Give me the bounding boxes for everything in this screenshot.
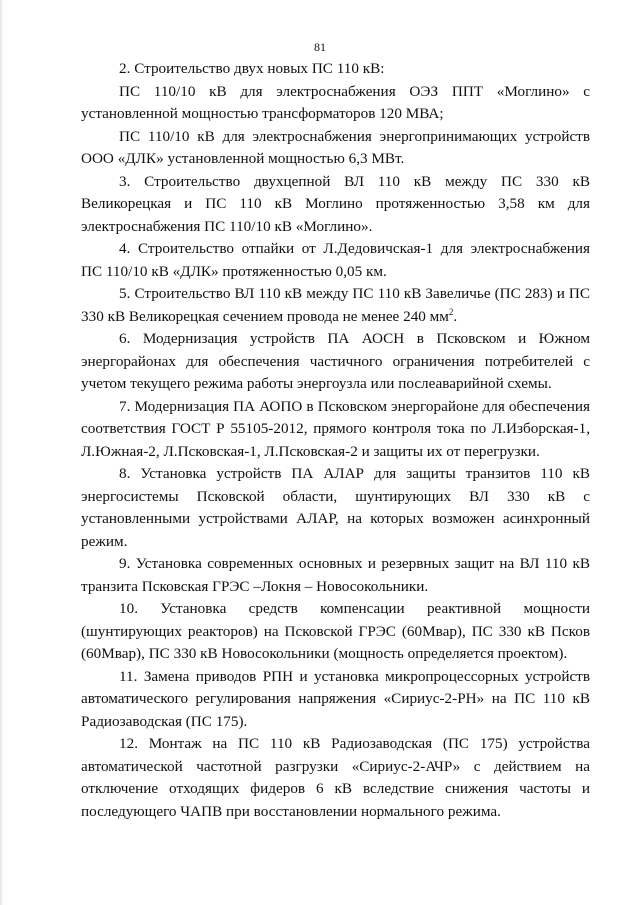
paragraph-item-2: 2. Строительство двух новых ПС 110 кВ: xyxy=(119,60,385,77)
paragraph-item-5-text: 5. Строительство ВЛ 110 кВ между ПС 110 кВ Завеличье (ПС 283) и ПС 330 кВ Великорецкая сечением провода не менее 240 мм xyxy=(81,285,590,325)
paragraph-item-5 xyxy=(81,283,590,328)
paragraph-item-4: 4. Строительство отпайки от Л.Дедовичская-1 для электроснабжения ПС 110/10 кВ «ДЛК» протяженностью 0,05 км. xyxy=(81,240,590,280)
paragraph-item-8: 8. Установка устройств ПА АЛАР для защиты транзитов 110 кВ энергосистемы Псковской области, шунтирующих ВЛ 330 кВ с установленными устройствами АЛАР, на которых возможен асинхронный режим. xyxy=(81,465,590,550)
paragraph-item-6: 6. Модернизация устройств ПА АОСН в Псковском и Южном энергорайонах для обеспечения частичного ограничения потребителей с учетом текущего режима работы энергоузла или послеаварийной схемы. xyxy=(81,330,590,392)
paragraph-item-2-substation-moglino: ПС 110/10 кВ для электроснабжения ОЭЗ ППТ «Моглино» с установленной мощностью трансформаторов 120 МВА; xyxy=(81,82,590,122)
page-number: 81 xyxy=(314,40,326,54)
paragraph-item-5-superscript: 2 xyxy=(448,306,454,317)
paragraph-item-3: 3. Строительство двухцепной ВЛ 110 кВ между ПС 330 кВ Великорецкая и ПС 110 кВ Моглино протяженностью 3,58 км для электроснабжения ПС 110/10 кВ «Моглино». xyxy=(81,172,590,235)
paragraph-item-2-substation-dlk: ПС 110/10 кВ для электроснабжения энергопринимающих устройств ООО «ДЛК» установленной мощностью 6,3 МВт. xyxy=(81,127,590,167)
paragraph-item-12: 12. Монтаж на ПС 110 кВ Радиозаводская (ПС 175) устройства автоматической частотной разгрузки «Сириус-2-АЧР» с действием на отключение отходящих фидеров 6 кВ вследствие снижения частоты и последующего ЧАПВ при восстановлении нормального режима. xyxy=(81,735,590,820)
paragraph-item-9: 9. Установка современных основных и резервных защит на ВЛ 110 кВ транзита Псковская ГРЭС –Локня – Новосокольники. xyxy=(81,555,590,595)
paragraph-item-11: 11. Замена приводов РПН и установка микропроцессорных устройств автоматического регулирования напряжения «Сириус-2-РН» на ПС 110 кВ Радиозаводская (ПС 175). xyxy=(81,667,590,730)
document-body xyxy=(81,58,590,823)
paragraph-item-7: 7. Модернизация ПА АОПО в Псковском энергорайоне для обеспечения соответствия ГОСТ Р 55105-2012, прямого контроля тока по Л.Изборская-1, Л.Южная-2, Л.Псковская-1, Л.Псковская-2 и защиты их от перегрузки. xyxy=(81,397,590,460)
scan-edge-shadow xyxy=(0,0,4,905)
paragraph-item-5-tail: . xyxy=(453,307,458,325)
paragraph-item-10: 10. Установка средств компенсации реактивной мощности (шунтирующих реакторов) на Псковской ГРЭС (60Мвар), ПС 330 кВ Псков (60Мвар), ПС 330 кВ Новосокольники (мощность определяется проектом). xyxy=(81,600,590,662)
